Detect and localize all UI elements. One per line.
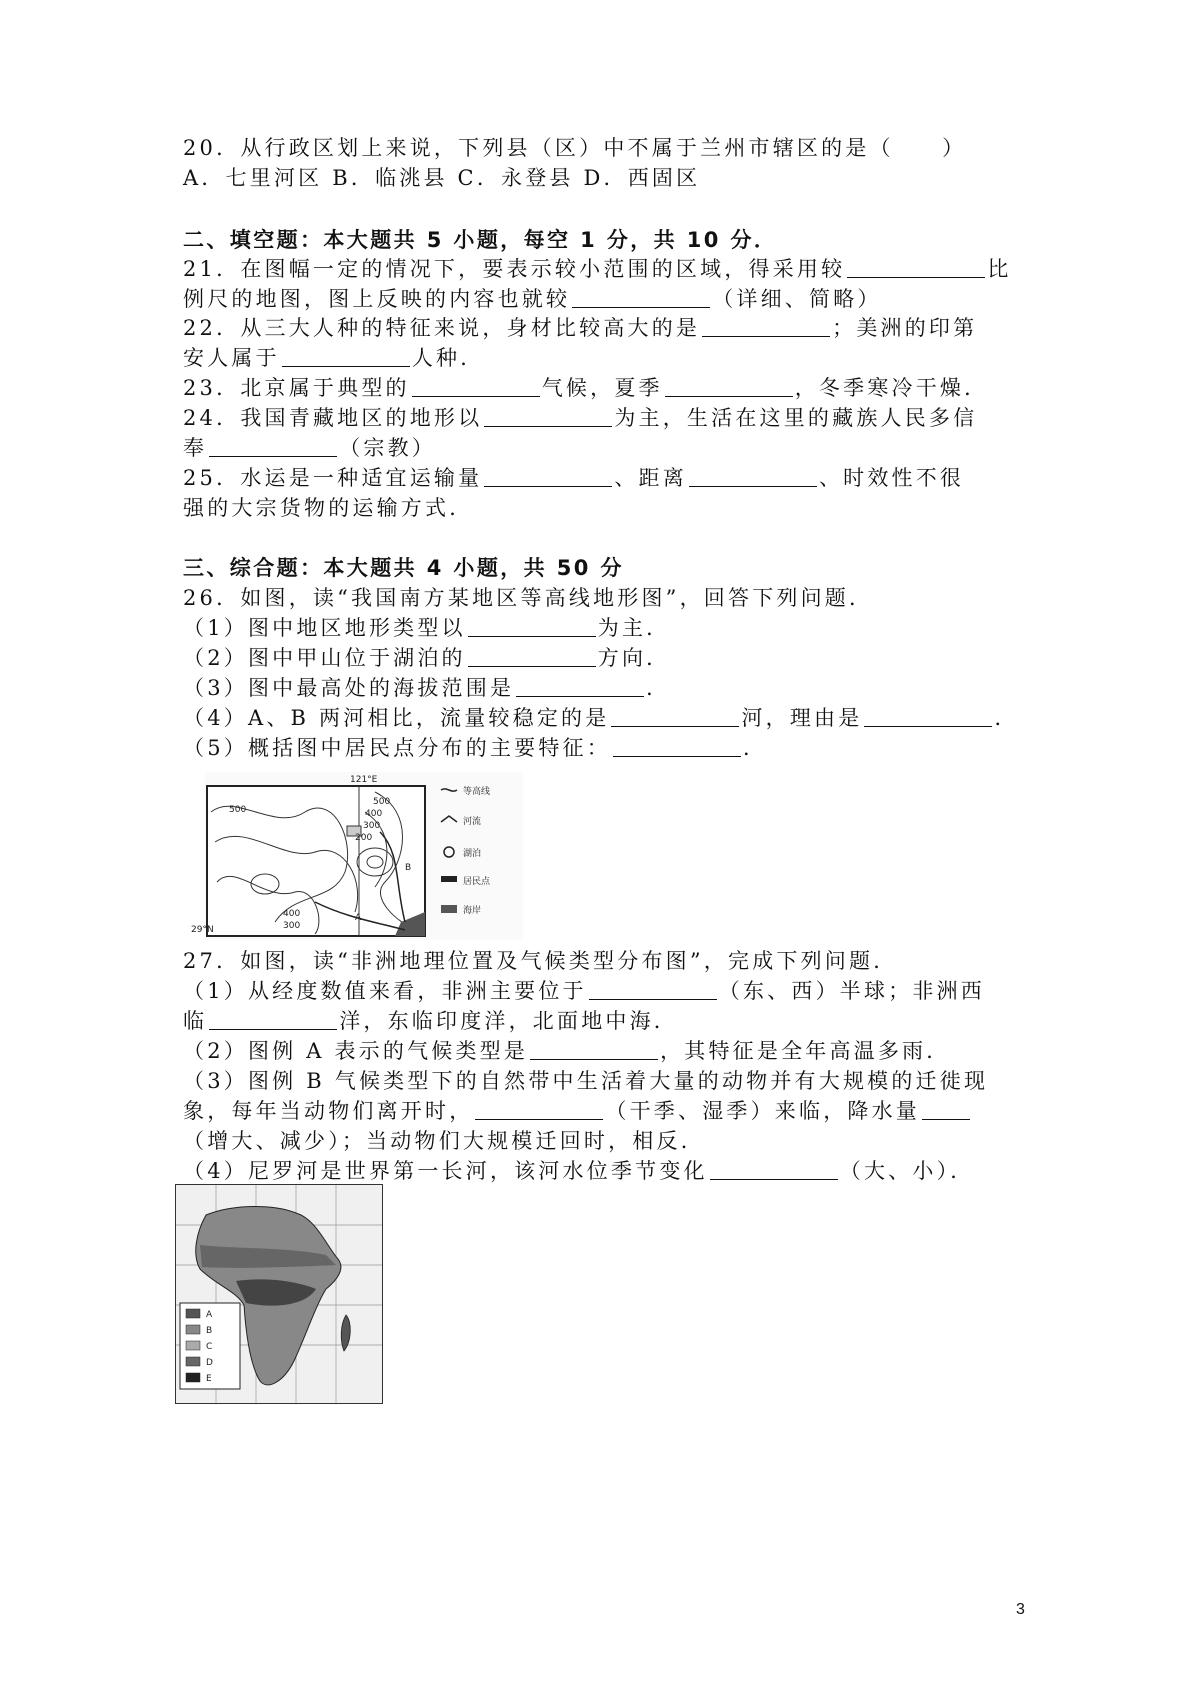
legend-river-icon (441, 816, 457, 822)
q27-p3-blank-2[interactable] (922, 1099, 970, 1120)
legend-swatch (186, 1373, 200, 1382)
q23-text-a: 23．北京属于典型的 (183, 376, 410, 400)
legend-swatch (186, 1341, 200, 1350)
longitude-label: 121°E (350, 775, 378, 785)
q25-line1 (183, 463, 964, 493)
q27-p1-blank-1[interactable] (589, 979, 717, 1000)
q26-p1-text-b: 为主． (597, 616, 671, 640)
contour-label: 200 (355, 833, 373, 843)
q27-part2 (183, 1036, 950, 1066)
q27-p3-text-b: 象，每年当动物们离开时， (183, 1099, 474, 1123)
q25-blank-2[interactable] (689, 466, 817, 487)
q26-p2-blank[interactable] (468, 646, 596, 667)
q27-p4-text-a: （4）尼罗河是世界第一长河，该河水位季节变化 (183, 1159, 708, 1183)
q23-line (183, 373, 988, 403)
q22-line2 (183, 343, 484, 373)
q22-blank-1[interactable] (702, 316, 830, 337)
q21-line1 (183, 254, 1012, 284)
contour-label: 500 (229, 805, 247, 815)
q26-stem: 26．如图，读“我国南方某地区等高线地形图”，回答下列问题． (183, 586, 874, 610)
page-number: 3 (1016, 1601, 1025, 1618)
q27-part3-line2 (183, 1096, 972, 1126)
q27-p3-text-c: （干季、湿季）来临，降水量 (605, 1099, 921, 1123)
q21-text-a: 21．在图幅一定的情况下，要表示较小范围的区域，得采用较 (183, 257, 846, 281)
q24-blank-1[interactable] (484, 406, 612, 427)
q27-p4-blank[interactable] (710, 1159, 838, 1180)
q26-part2 (183, 643, 670, 673)
q26-p3-blank[interactable] (516, 676, 644, 697)
q26-p5-blank[interactable] (613, 736, 741, 757)
q27-stem: 27．如图，读“非洲地理位置及气候类型分布图”，完成下列问题． (183, 949, 898, 973)
q21-blank-2[interactable] (572, 287, 710, 308)
q25-text-c: 、时效性不很 (818, 466, 965, 490)
contour-label: 500 (373, 797, 391, 807)
q27-p4-text-b: （大、小）． (839, 1159, 975, 1183)
q27-p1-text-a: （1）从经度数值来看，非洲主要位于 (183, 979, 587, 1003)
q26-p1-blank[interactable] (468, 616, 596, 637)
q26-p2-text-a: （2）图中甲山位于湖泊的 (183, 646, 466, 670)
q24-text-a: 24．我国青藏地区的地形以 (183, 406, 483, 430)
q27-part1-line1 (183, 976, 985, 1006)
q22-text-b: ；美洲的印第 (832, 316, 978, 340)
legend-item: B (206, 1326, 213, 1336)
q24-blank-2[interactable] (209, 436, 337, 457)
legend-swatch (186, 1309, 200, 1318)
africa-climate-map (175, 1184, 383, 1404)
contour-label: 300 (363, 821, 381, 831)
legend-contour-icon (441, 789, 457, 791)
q23-text-b: 气候，夏季 (541, 376, 663, 400)
q24-line1 (183, 403, 977, 433)
q20-options: A．七里河区 B．临洮县 C．永登县 D．西固区 (183, 166, 701, 190)
q22-line1 (183, 313, 977, 343)
section3-heading: 三、综合题：本大题共 4 小题，共 50 分 (183, 556, 624, 580)
legend-swatch (186, 1325, 200, 1334)
q26-p4-text-b: 河，理由是 (741, 706, 863, 730)
legend-item: D (206, 1358, 213, 1368)
q27-part4 (183, 1156, 974, 1186)
legend-settlement-icon (441, 876, 457, 882)
legend-item: E (206, 1374, 212, 1384)
legend-coast-icon (441, 905, 457, 913)
q26-p5-text-b: ． (742, 736, 768, 760)
contour-label: 400 (283, 909, 301, 919)
river-label-b: B (405, 863, 412, 873)
legend-item: 湖泊 (463, 849, 482, 859)
q21-blank-1[interactable] (847, 257, 985, 278)
q25-line2: 强的大宗货物的运输方式． (183, 496, 474, 520)
contour-label: 400 (365, 809, 383, 819)
q24-text-c: 奉 (183, 436, 208, 460)
q21-text-c: 例尺的地图，图上反映的内容也就较 (183, 287, 571, 311)
q21-text-d: （详细、简略） (712, 287, 882, 311)
q21-text-b: 比 (987, 257, 1012, 281)
q26-p4-blank-2[interactable] (864, 706, 992, 727)
q27-p1-text-b: （东、西）半球；非洲西 (718, 979, 985, 1003)
q26-p3-text-b: ． (646, 676, 671, 700)
section2-heading: 二、填空题：本大题共 5 小题，每空 1 分，共 10 分． (183, 228, 778, 252)
q22-text-a: 22．从三大人种的特征来说，身材比较高大的是 (183, 316, 701, 340)
q26-p2-text-b: 方向． (597, 646, 671, 670)
legend-item: 河流 (463, 817, 482, 827)
q27-p2-text-b: ，其特征是全年高温多雨． (660, 1039, 951, 1063)
q26-p4-blank-1[interactable] (611, 706, 739, 727)
q24-text-d: （宗教） (339, 436, 437, 460)
q23-blank-1[interactable] (412, 376, 540, 397)
q20-stem: 20．从行政区划上来说，下列县（区）中不属于兰州市辖区的是（ ） (183, 136, 967, 160)
q27-p1-text-c: 临 (183, 1009, 208, 1033)
q26-p3-text-a: （3）图中最高处的海拔范围是 (183, 676, 515, 700)
q26-part5 (183, 733, 767, 763)
latitude-label: 29°N (191, 925, 214, 935)
q26-part1 (183, 613, 670, 643)
legend-lake-icon (444, 847, 454, 857)
legend-item: A (206, 1310, 213, 1320)
q24-line2 (183, 433, 436, 463)
q27-p2-text-a: （2）图例 A 表示的气候类型是 (183, 1039, 529, 1063)
q26-p1-text-a: （1）图中地区地形类型以 (183, 616, 466, 640)
legend-item: C (206, 1342, 213, 1352)
legend-item: 海岸 (463, 906, 482, 916)
q26-part4 (183, 703, 1019, 733)
q25-text-a: 25．水运是一种适宜运输量 (183, 466, 483, 490)
q27-p1-text-d: 洋，东临印度洋，北面地中海． (339, 1009, 679, 1033)
map1-legend (441, 785, 491, 916)
q26-part3 (183, 673, 670, 703)
legend-item: 等高线 (463, 787, 491, 797)
contour-label: 300 (283, 921, 301, 931)
q27-p3-blank-1[interactable] (475, 1099, 603, 1120)
q22-text-d: 人种． (411, 346, 485, 370)
q27-p1-blank-2[interactable] (209, 1009, 337, 1030)
q25-blank-1[interactable] (484, 466, 612, 487)
q22-text-c: 安人属于 (183, 346, 280, 370)
q27-p2-blank[interactable] (530, 1039, 658, 1060)
river-label-a: A (355, 913, 362, 923)
contour-map (191, 772, 523, 940)
q27-part3-line1: （3）图例 B 气候类型下的自然带中生活着大量的动物并有大规模的迁徙现 (183, 1069, 989, 1093)
exam-page (183, 0, 1043, 1698)
q26-p4-text-c: ． (994, 706, 1019, 730)
q27-part1-line2 (183, 1006, 678, 1036)
q22-blank-2[interactable] (282, 346, 410, 367)
q21-line2 (183, 284, 882, 314)
legend-item: 居民点 (463, 877, 491, 887)
q26-p5-text-a: （5）概括图中居民点分布的主要特征： (183, 736, 611, 760)
q26-p4-text-a: （4）A、B 两河相比，流量较稳定的是 (183, 706, 610, 730)
q24-text-b: 为主，生活在这里的藏族人民多信 (614, 406, 978, 430)
legend-swatch (186, 1357, 200, 1366)
q23-blank-2[interactable] (665, 376, 793, 397)
q27-part3-line3: （增大、减少）；当动物们大规模迁回时，相反． (183, 1129, 705, 1153)
q23-text-c: ，冬季寒冷干燥． (794, 376, 989, 400)
q25-text-b: 、距离 (614, 466, 687, 490)
